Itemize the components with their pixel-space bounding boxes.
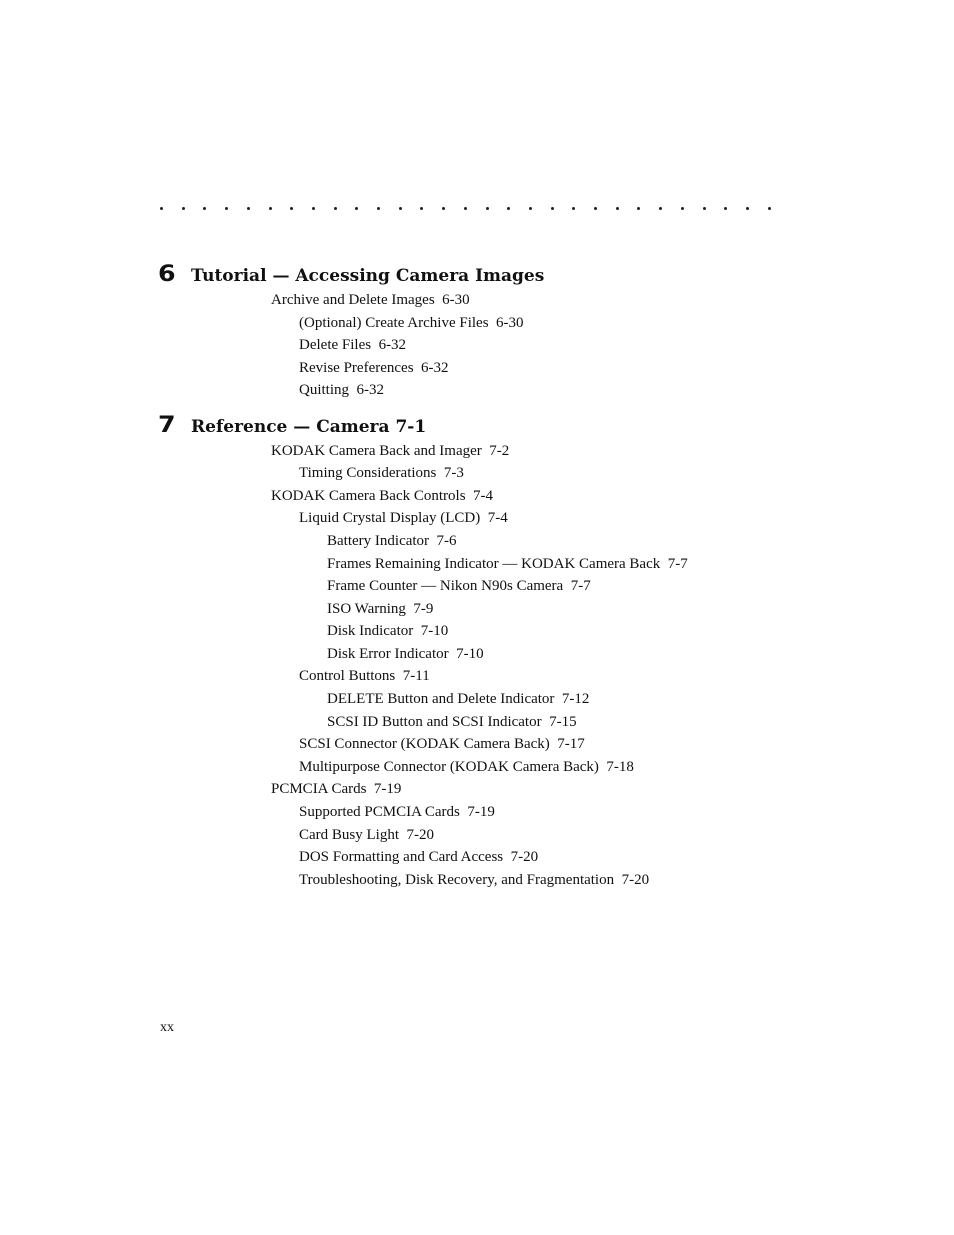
toc-entry: Disk Indicator 7-10 <box>327 623 449 639</box>
dotted-rule <box>160 203 792 213</box>
toc-entry: PCMCIA Cards 7-19 <box>271 781 402 797</box>
rule-dot <box>269 207 272 210</box>
toc-entry: KODAK Camera Back and Imager 7-2 <box>271 443 510 459</box>
rule-dot <box>768 207 771 210</box>
toc-entry: Liquid Crystal Display (LCD) 7-4 <box>299 510 508 526</box>
chapter-title: Reference — Camera 7-1 <box>191 417 427 437</box>
rule-dot <box>703 207 706 210</box>
rule-dot <box>551 207 554 210</box>
rule-dot <box>377 207 380 210</box>
rule-dot <box>290 207 293 210</box>
page-number: xx <box>160 1020 174 1035</box>
chapter-7-heading <box>158 413 426 438</box>
rule-dot <box>355 207 358 210</box>
toc-entry: ISO Warning 7-9 <box>327 601 434 617</box>
rule-dot <box>486 207 489 210</box>
chapter-number: 7 <box>158 413 176 438</box>
chapter-6-heading <box>158 262 544 287</box>
rule-dot <box>572 207 575 210</box>
rule-dot <box>746 207 749 210</box>
toc-entry: Frame Counter — Nikon N90s Camera 7-7 <box>327 578 591 594</box>
rule-dot <box>442 207 445 210</box>
chapter-number: 6 <box>158 262 176 287</box>
toc-entry: Troubleshooting, Disk Recovery, and Fragmentation 7-20 <box>299 872 650 888</box>
rule-dot <box>312 207 315 210</box>
toc-entry: Delete Files 6-32 <box>299 337 407 353</box>
toc-entry: SCSI ID Button and SCSI Indicator 7-15 <box>327 714 577 730</box>
rule-dot <box>160 207 163 210</box>
toc-entry: Revise Preferences 6-32 <box>299 360 449 376</box>
rule-dot <box>616 207 619 210</box>
toc-entry: Multipurpose Connector (KODAK Camera Back) 7-18 <box>299 759 634 775</box>
rule-dot <box>247 207 250 210</box>
rule-dot <box>464 207 467 210</box>
rule-dot <box>399 207 402 210</box>
rule-dot <box>681 207 684 210</box>
toc-entry: Disk Error Indicator 7-10 <box>327 646 484 662</box>
toc-entry: Battery Indicator 7-6 <box>327 533 457 549</box>
toc-entry: SCSI Connector (KODAK Camera Back) 7-17 <box>299 736 585 752</box>
chapter-title: Tutorial — Accessing Camera Images <box>191 266 545 286</box>
rule-dot <box>594 207 597 210</box>
toc-entry: Supported PCMCIA Cards 7-19 <box>299 804 495 820</box>
rule-dot <box>182 207 185 210</box>
toc-entry: Timing Considerations 7-3 <box>299 465 464 481</box>
toc-entry: DELETE Button and Delete Indicator 7-12 <box>327 691 590 707</box>
toc-entry: KODAK Camera Back Controls 7-4 <box>271 488 494 504</box>
toc-entry: (Optional) Create Archive Files 6-30 <box>299 315 524 331</box>
toc-entry: Archive and Delete Images 6-30 <box>271 292 470 308</box>
rule-dot <box>659 207 662 210</box>
rule-dot <box>203 207 206 210</box>
toc-entry: Quitting 6-32 <box>299 382 384 398</box>
toc-entry: Frames Remaining Indicator — KODAK Camera Back 7-7 <box>327 556 688 572</box>
rule-dot <box>637 207 640 210</box>
rule-dot <box>724 207 727 210</box>
rule-dot <box>529 207 532 210</box>
toc-entry: Control Buttons 7-11 <box>299 668 430 684</box>
rule-dot <box>420 207 423 210</box>
rule-dot <box>225 207 228 210</box>
rule-dot <box>507 207 510 210</box>
rule-dot <box>334 207 337 210</box>
toc-entry: DOS Formatting and Card Access 7-20 <box>299 849 539 865</box>
toc-entry: Card Busy Light 7-20 <box>299 827 434 843</box>
